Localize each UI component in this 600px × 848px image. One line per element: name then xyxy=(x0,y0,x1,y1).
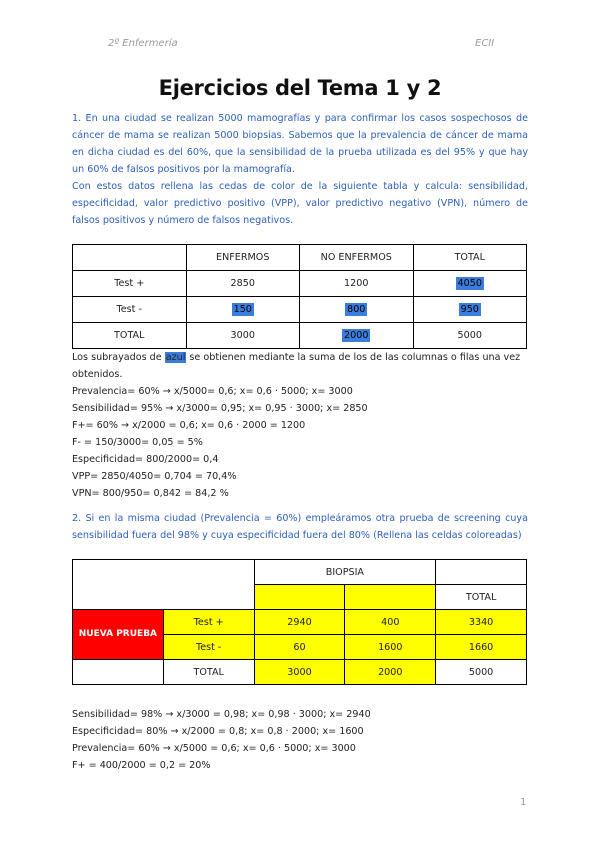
table-row xyxy=(73,560,527,585)
note-text: se obtienen mediante la suma de los de las columnas o filas una vez obtenidos. xyxy=(72,352,521,380)
row-label: Test - xyxy=(73,297,187,323)
exercise-1-instructions: Con estos datos rellena las cedas de color de la siguiente tabla y calcula: sensibilidad, especificidad, valor predictivo positivo (VPP), valor predictivo negativo (VPN), número de falsos positivos y número de falsos negativos. xyxy=(72,181,528,226)
table-cell-highlighted xyxy=(413,297,527,323)
table-header-cell: ENFERMOS xyxy=(186,245,300,271)
table-header-cell: TOTAL xyxy=(413,245,527,271)
calculations-2 xyxy=(72,706,532,774)
table-header-cell xyxy=(73,245,187,271)
note-highlight: azul xyxy=(165,352,186,363)
table-row xyxy=(73,297,527,323)
exercise-2-statement: 2. Si en la misma ciudad (Prevalencia = 60%) empleáramos otra prueba de screening cuya sensibilidad fuera del 98% y cuya especificidad fuera del 80% (Rellena las celdas coloreadas) xyxy=(72,513,528,541)
calculation-line: F+ = 400/2000 = 0,2 = 20% xyxy=(72,760,211,771)
table-cell: 5000 xyxy=(436,660,527,685)
table-cell-highlighted xyxy=(300,323,414,349)
note-paragraph xyxy=(72,349,532,383)
biopsia-header: BIOPSIA xyxy=(254,560,436,585)
yellow-cell xyxy=(345,585,436,610)
table-cell: 2000 xyxy=(345,660,436,685)
highlighted-value: 800 xyxy=(347,304,366,315)
table-cell: 1660 xyxy=(436,635,527,660)
table-row xyxy=(73,610,527,635)
row-label: Test + xyxy=(73,271,187,297)
table-cell: 3000 xyxy=(254,660,345,685)
table-cell: 1200 xyxy=(300,271,414,297)
table-1 xyxy=(72,244,527,349)
note-text: Los subrayados de xyxy=(72,352,165,363)
empty-cell xyxy=(73,660,164,685)
highlighted-value: 150 xyxy=(233,304,252,315)
table-cell: 3000 xyxy=(186,323,300,349)
table-cell: 60 xyxy=(254,635,345,660)
highlighted-value: 950 xyxy=(460,304,479,315)
exercise-1-statement: 1. En una ciudad se realizan 5000 mamografías y para confirmar los casos sospechosos de cáncer de mama se realizan 5000 biopsias. Sabemos que la prevalencia de cáncer de mama en dicha ciudad es del 60%, que la sensibilidad de la prueba utilizada es del 95% y que hay un 60% de falsos positivos por la mamografía. xyxy=(72,113,528,175)
nueva-prueba-label: NUEVA PRUEBA xyxy=(73,610,164,660)
row-label: TOTAL xyxy=(73,323,187,349)
calculations-1 xyxy=(72,383,532,502)
table-cell-highlighted xyxy=(186,297,300,323)
table-cell: 2850 xyxy=(186,271,300,297)
calculation-line: VPP= 2850/4050= 0,704 = 70,4% xyxy=(72,471,237,482)
header-left: 2º Enfermería xyxy=(108,38,178,49)
total-header: TOTAL xyxy=(436,585,527,610)
calculation-line: Prevalencia= 60% → x/5000= 0,6; x= 0,6 · 5000; x= 3000 xyxy=(72,386,353,397)
highlighted-value: 2000 xyxy=(344,330,369,341)
calculation-line: Especificidad= 800/2000= 0,4 xyxy=(72,454,219,465)
table-row xyxy=(73,660,527,685)
table-cell-highlighted xyxy=(300,297,414,323)
calculation-line: F- = 150/3000= 0,05 = 5% xyxy=(72,437,203,448)
calculation-line: Especificidad= 80% → x/2000 = 0,8; x= 0,8 · 2000; x= 1600 xyxy=(72,726,364,737)
calculation-line: Sensibilidad= 98% → x/3000 = 0,98; x= 0,98 · 3000; x= 2940 xyxy=(72,709,371,720)
calculation-line: Sensibilidad= 95% → x/3000= 0,95; x= 0,95 · 3000; x= 2850 xyxy=(72,403,368,414)
table-header-cell: NO ENFERMOS xyxy=(300,245,414,271)
table-cell-highlighted xyxy=(413,271,527,297)
highlighted-value: 4050 xyxy=(457,278,482,289)
table-2 xyxy=(72,559,527,685)
yellow-cell xyxy=(254,585,345,610)
table-cell: 400 xyxy=(345,610,436,635)
table-cell: 2940 xyxy=(254,610,345,635)
row-label: Test + xyxy=(163,610,254,635)
page-title: Ejercicios del Tema 1 y 2 xyxy=(158,76,442,100)
table-row xyxy=(73,323,527,349)
empty-cell xyxy=(73,560,255,610)
table-cell: 3340 xyxy=(436,610,527,635)
row-label: Test - xyxy=(163,635,254,660)
header-right: ECII xyxy=(475,38,495,49)
calculation-line: F+= 60% → x/2000 = 0,6; x= 0,6 · 2000 = 1200 xyxy=(72,420,306,431)
table-row xyxy=(73,245,527,271)
table-row xyxy=(73,271,527,297)
table-cell: 1600 xyxy=(345,635,436,660)
page-number: 1 xyxy=(520,797,527,808)
calculation-line: Prevalencia= 60% → x/5000 = 0,6; x= 0,6 · 5000; x= 3000 xyxy=(72,743,356,754)
calculation-line: VPN= 800/950= 0,842 = 84,2 % xyxy=(72,488,229,499)
row-label: TOTAL xyxy=(163,660,254,685)
empty-cell xyxy=(436,560,527,585)
table-cell: 5000 xyxy=(413,323,527,349)
